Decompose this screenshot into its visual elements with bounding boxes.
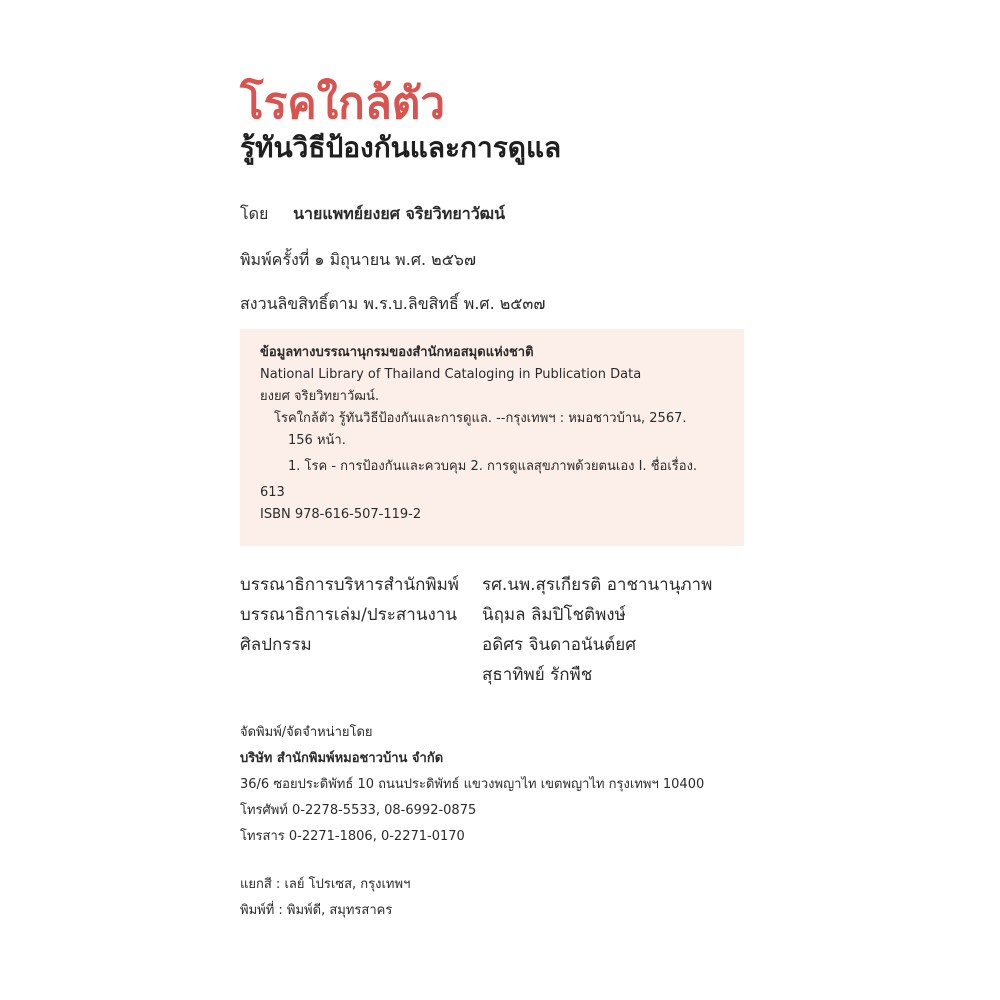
credit-name: อดิศร จินดาอนันต์ยศ <box>482 635 636 655</box>
color-separation: แยกสี : เลย์ โปรเซส, กรุงเทพฯ <box>240 877 411 892</box>
publisher-block <box>240 720 704 850</box>
edition-line: พิมพ์ครั้งที่ ๑ มิถุนายน พ.ศ. ๒๕๖๗ <box>240 250 476 269</box>
credit-row <box>240 600 712 630</box>
credit-role: บรรณาธิการบริหารสำนักพิมพ์ <box>240 575 459 595</box>
publisher-name: บริษัท สำนักพิมพ์หมอชาวบ้าน จำกัด <box>240 751 444 766</box>
printing-block <box>240 872 410 924</box>
credit-name: รศ.นพ.สุรเกียรติ อาชานานุภาพ <box>482 575 713 595</box>
cip-data-box <box>240 329 744 546</box>
credit-role: บรรณาธิการเล่ม/ประสานงาน <box>240 605 457 625</box>
credits-list <box>240 570 712 690</box>
book-subtitle: รู้ทันวิธีป้องกันและการดูแล <box>240 131 562 164</box>
cip-heading-th: ข้อมูลทางบรรณานุกรมของสำนักหอสมุดแห่งชาติ <box>260 345 534 360</box>
book-title: โรคใกล้ตัว <box>240 78 446 129</box>
author-name: นายแพทย์ยงยศ จริยวิทยาวัฒน์ <box>293 204 506 223</box>
publisher-fax: โทรสาร 0-2271-1806, 0-2271-0170 <box>240 829 465 844</box>
credit-row <box>240 630 712 660</box>
cip-heading-en: National Library of Thailand Cataloging in Publication Data <box>260 367 642 382</box>
credit-row <box>240 570 712 600</box>
publisher-phone: โทรศัพท์ 0-2278-5533, 08-6992-0875 <box>240 803 477 818</box>
cip-pages: 156 หน้า. <box>288 433 346 448</box>
printer: พิมพ์ที่ : พิมพ์ดี, สมุทรสาคร <box>240 903 393 918</box>
credit-role: ศิลปกรรม <box>240 635 312 655</box>
author-line <box>240 200 505 228</box>
cip-classification: 613 <box>260 485 285 500</box>
publisher-label: จัดพิมพ์/จัดจำหน่ายโดย <box>240 725 373 740</box>
publisher-address: 36/6 ซอยประดิพัทธ์ 10 ถนนประดิพัทธ์ แขวงพญาไท เขตพญาไท กรุงเทพฯ 10400 <box>240 777 705 792</box>
cip-title-entry: โรคใกล้ตัว รู้ทันวิธีป้องกันและการดูแล. --กรุงเทพฯ : หมอชาวบ้าน, 2567. <box>274 411 687 426</box>
cip-author-entry: ยงยศ จริยวิทยาวัฒน์. <box>260 389 380 404</box>
copyright-line: สงวนลิขสิทธิ์ตาม พ.ร.บ.ลิขสิทธิ์ พ.ศ. ๒๕๓๗ <box>240 294 546 313</box>
credit-name: สุธาทิพย์ รักพืช <box>482 665 593 685</box>
credit-row <box>240 660 712 690</box>
credit-role <box>240 660 482 690</box>
cip-isbn: ISBN 978-616-507-119-2 <box>260 507 422 522</box>
cip-subjects: 1. โรค - การป้องกันและควบคุม 2. การดูแลสุขภาพด้วยตนเอง I. ชื่อเรื่อง. <box>288 459 698 474</box>
author-label: โดย <box>240 204 269 223</box>
credit-name: นิฤมล ลิมปิโชติพงษ์ <box>482 605 626 625</box>
